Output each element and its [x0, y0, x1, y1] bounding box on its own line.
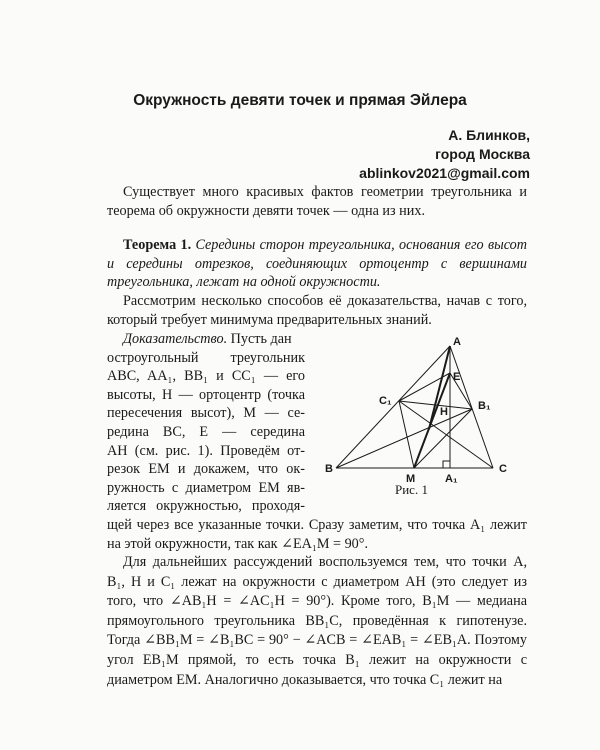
- author-name: А. Блинков,: [448, 127, 530, 143]
- author-city: город Москва: [435, 146, 530, 162]
- theorem-paragraph: [107, 236, 527, 292]
- proof-label: Доказательство.: [123, 331, 228, 347]
- paragraph-2: Рассмотрим несколько способов её доказательства, начав с того, который требует минимума предварительных знаний.: [107, 293, 527, 328]
- article-title: Окружность девяти точек и прямая Эйлера: [133, 92, 467, 109]
- label-b1: B₁: [478, 400, 491, 412]
- proof-line-3: высоты, H — ортоцентр (точка: [107, 386, 305, 403]
- label-a1: A₁: [445, 473, 458, 485]
- label-a: A: [453, 336, 461, 348]
- side-ab: [336, 346, 450, 468]
- segment-c1m: [399, 401, 414, 468]
- theorem-label: Теорема 1.: [123, 237, 192, 253]
- proof-line-0-text: Пусть дан: [230, 331, 292, 347]
- label-m: M: [406, 473, 416, 485]
- right-angle-marker: [443, 461, 450, 468]
- proof-line-4: пересечения высот), M — се-: [107, 405, 305, 422]
- proof-line-9: ляется окружностью, проходя-: [107, 498, 305, 515]
- theorem-text: Середины сторон треугольника, основания его высот и середины отрезков, соединяющих ортоцентр с вершинами треугольника, лежат на одной окружности.: [107, 237, 528, 291]
- proof-continuation: щей через все указанные точки. Сразу заметим, что точка A₁ лежит на этой окружности, так как ∠EA₁M = 90°.: [107, 517, 527, 552]
- author-email: ablinkov2021@gmail.com: [359, 165, 530, 181]
- label-h: H: [440, 406, 448, 418]
- triangle-diagram: [322, 335, 527, 485]
- figure-caption: Рис. 1: [395, 482, 428, 497]
- label-c: C: [499, 463, 507, 475]
- proof-line-0: [107, 330, 305, 349]
- label-c1: C₁: [379, 395, 392, 407]
- proof-line-7: резок EM и докажем, что ок-: [107, 461, 305, 478]
- intro-paragraph: Существует много красивых фактов геометрии треугольника и теорема об окружности девяти точек — одна из них.: [107, 184, 527, 219]
- proof-line-1: остроугольный треугольник: [107, 349, 305, 366]
- paragraph-3: Для дальнейших рассуждений воспользуемся тем, что точки A, B₁, H и C₁ лежат на окружности с диаметром AH (это следует из того, что ∠AB₁H = ∠AC₁H = 90°). Кроме того, B₁M — медиана прямоугольного треугольника BB₁C, проведённая к гипотенузе. Тогда ∠BB₁M = ∠B₁BC = 90° − ∠ACB = ∠EAB₁ = ∠EB₁A. Поэтому угол EB₁M прямой, то есть точка B₁ лежит на окружности с диаметром EM. Аналогично доказывается, что точка C₁ лежит на: [107, 554, 527, 688]
- label-e: E: [453, 371, 461, 383]
- proof-line-6: AH (см. рис. 1). Проведём от-: [107, 442, 305, 459]
- proof-block: [107, 330, 305, 516]
- label-b: B: [325, 463, 333, 475]
- proof-line-5: редина BC, E — середина: [107, 423, 305, 440]
- proof-line-2: ABC, AA₁, BB₁ и CC₁ — его: [107, 368, 305, 385]
- author-block: [359, 126, 530, 183]
- proof-line-8: ружность с диаметром EM яв-: [107, 479, 305, 496]
- figure-1: [322, 335, 527, 497]
